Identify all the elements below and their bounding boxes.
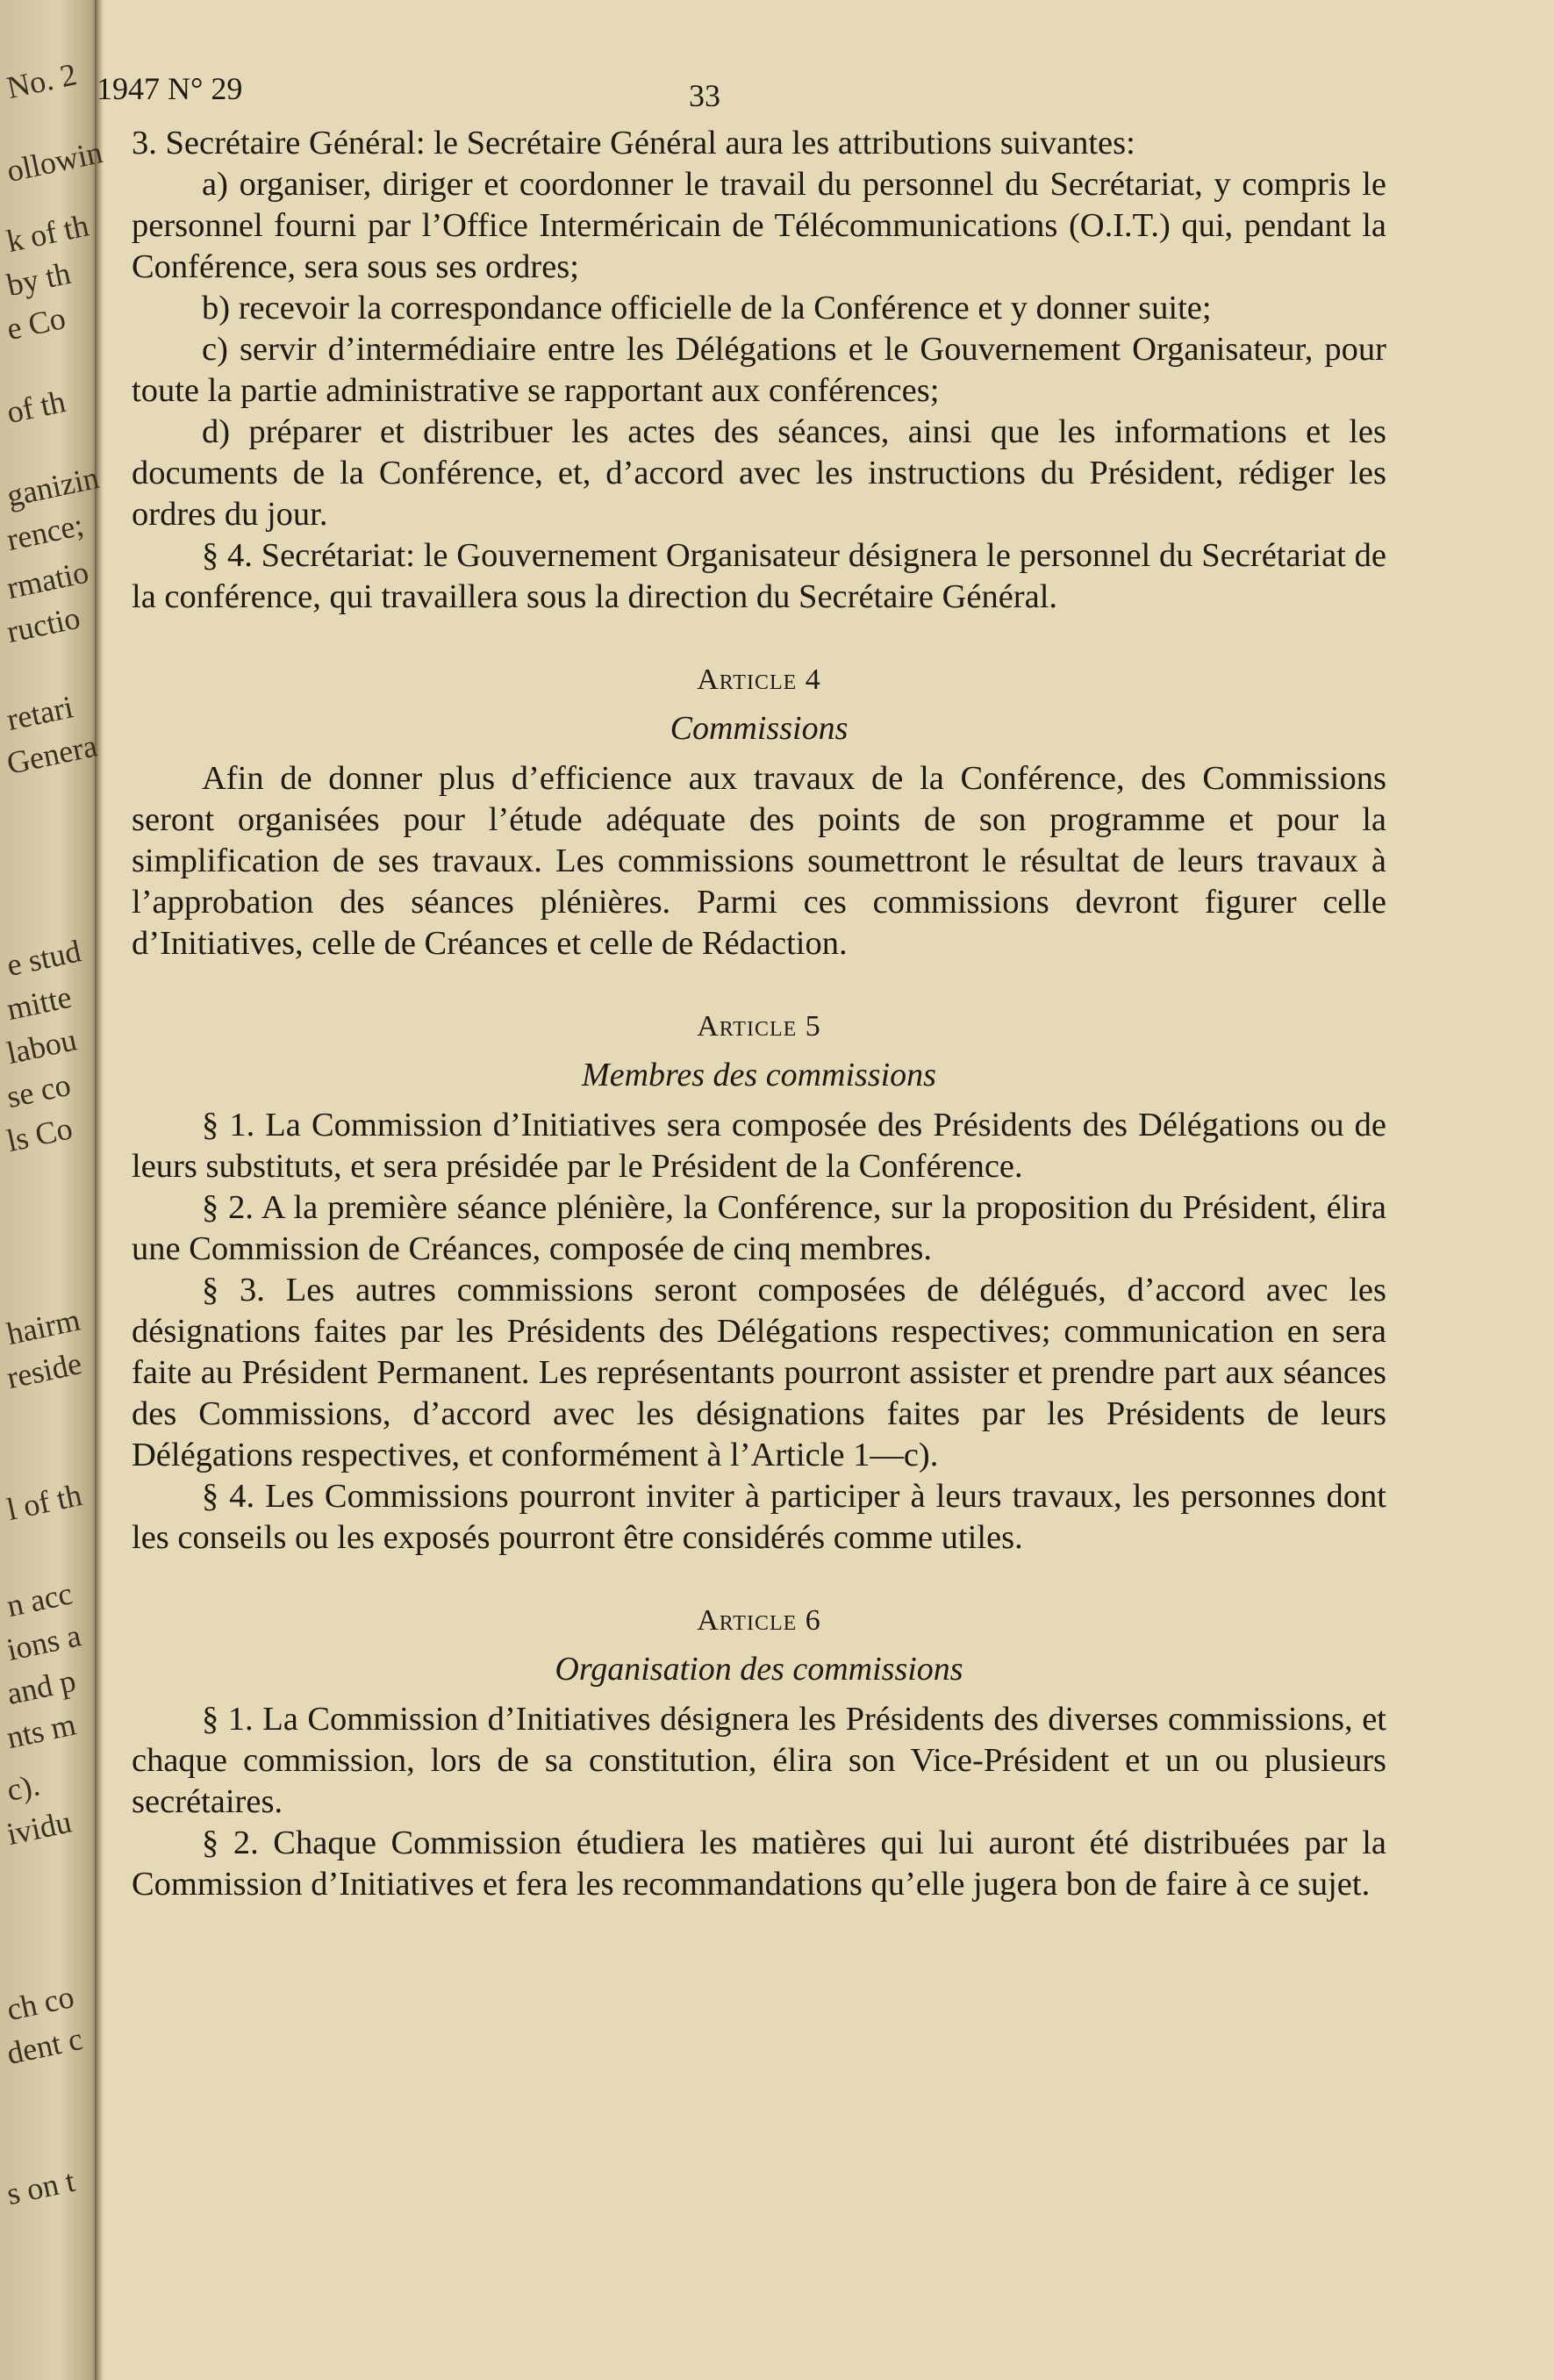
gutter-fragment: c). xyxy=(4,1767,43,1809)
gutter-fragment: ganizin xyxy=(4,459,103,514)
article-title: Membres des commissions xyxy=(582,1057,936,1093)
gutter-fragment: reside xyxy=(4,1345,85,1396)
gutter-fragment: and p xyxy=(4,1662,79,1712)
gutter-fragment: mitte xyxy=(4,979,75,1028)
paragraph: b) recevoir la correspondance officielle de la Conférence et y donner suite; xyxy=(202,290,1212,326)
gutter-fragment: n acc xyxy=(4,1575,75,1624)
gutter-fragment: hairm xyxy=(4,1301,83,1352)
gutter-fragment: labou xyxy=(4,1022,80,1072)
paragraph: § 2. Chaque Commission étudiera les matières qui lui auront été distribuées par la Commission d’Initiatives et fera les recommandations qu’elle jugera bon de faire à ce sujet. xyxy=(132,1824,1386,1903)
gutter-fragment: ollowin xyxy=(4,134,106,190)
gutter-fragment: ch co xyxy=(4,1978,77,2028)
paragraph: § 3. Les autres commissions seront composées de délégués, d’accord avec les désignations faites par les Présidents des Délégations respectives; communication en sera faite au Président Permanent. Les représentants pourront assister et prendre part aux séances des Commissions, d’accord avec les désignations faites par les Présidents de leurs Délégations respectives, et conformément à l’Article 1—c). xyxy=(132,1272,1386,1473)
paragraph: § 1. La Commission d’Initiatives désignera les Présidents des diverses commissions, et chaque commission, lors de sa constitution, élira son Vice-Président et un ou plusieurs secrétaires. xyxy=(132,1701,1386,1820)
gutter-fragment: ls Co xyxy=(4,1110,75,1159)
article-title: Organisation des commissions xyxy=(555,1651,963,1688)
paragraph: a) organiser, diriger et coordonner le travail du personnel du Secrétariat, y compris le personnel fourni par l’Office Interméricain de Télécommunications (O.I.T.) qui, pendant la Conférence, sera sous ses ordres; xyxy=(132,166,1386,285)
paragraph: d) préparer et distribuer les actes des séances, ainsi que les informations et les documents de la Conférence, et, d’accord avec les instructions du Président, rédiger les ordres du jour. xyxy=(132,413,1386,533)
page-body xyxy=(132,123,1386,1905)
page xyxy=(97,53,1386,1905)
gutter-fragment: ions a xyxy=(4,1617,84,1668)
gutter-fragment: rmatio xyxy=(4,554,92,606)
paragraph: 3. Secrétaire Général: le Secrétaire Général aura les attributions suivantes: xyxy=(132,125,1135,161)
gutter-fragment: s on t xyxy=(4,2162,78,2212)
gutter-fragment: e stud xyxy=(4,933,84,984)
gutter-fragment: Genera xyxy=(4,728,101,782)
gutter-fragment: ructio xyxy=(4,599,83,650)
paragraph: § 2. A la première séance plénière, la Conférence, sur la proposition du Président, élira une Commission de Créances, composée de cinq membres. xyxy=(132,1189,1386,1267)
header-year-number: 1947 N° 29 xyxy=(97,71,243,106)
paragraph: § 1. La Commission d’Initiatives sera composée des Présidents des Délégations ou de leurs substituts, et sera présidée par le Président de la Conférence. xyxy=(132,1107,1386,1185)
gutter-fragment: se co xyxy=(4,1066,74,1115)
gutter-fragment: of th xyxy=(4,384,69,431)
article-heading: Article 5 xyxy=(697,1010,821,1043)
gutter-fragment: ividu xyxy=(4,1803,75,1853)
article-heading: Article 6 xyxy=(697,1604,821,1637)
paragraph: c) servir d’intermédiaire entre les Délégations et le Gouvernement Organisateur, pour toute la partie administrative se rapportant aux conférences; xyxy=(132,331,1386,409)
book-fold xyxy=(95,0,104,2380)
paragraph: § 4. Secrétariat: le Gouvernement Organisateur désignera le personnel du Secrétariat de la conférence, qui travaillera sous la direction du Secrétaire Général. xyxy=(132,537,1386,615)
paragraph: § 4. Les Commissions pourront inviter à participer à leurs travaux, les personnes dont les conseils ou les exposés pourront être considérés comme utiles. xyxy=(132,1478,1386,1556)
gutter-fragment: dent c xyxy=(4,2020,86,2072)
paragraph: Afin de donner plus d’efficience aux travaux de la Conférence, des Commissions seront organisées pour l’étude adéquate des points de son programme et pour la simplification de ses travaux. Les commissions soumettront le résultat de leurs travaux à l’approbation des séances plénières. Parmi ces commissions devront figurer celle d’Initiatives, celle de Créances et celle de Rédaction. xyxy=(132,760,1386,962)
gutter-fragment: by th xyxy=(4,254,74,304)
gutter-fragment: retari xyxy=(4,689,76,738)
gutter-fragment: No. 2 xyxy=(4,56,80,106)
gutter-fragment: l of th xyxy=(4,1477,85,1528)
gutter-fragment: rence; xyxy=(4,506,87,558)
article-heading: Article 4 xyxy=(697,663,821,696)
page-number: 33 xyxy=(689,78,720,113)
gutter-fragment: nts m xyxy=(4,1706,79,1756)
gutter-fragment: e Co xyxy=(4,300,69,348)
gutter-fragment: k of th xyxy=(4,207,92,260)
article-title: Commissions xyxy=(670,710,849,747)
running-header xyxy=(97,53,1386,123)
